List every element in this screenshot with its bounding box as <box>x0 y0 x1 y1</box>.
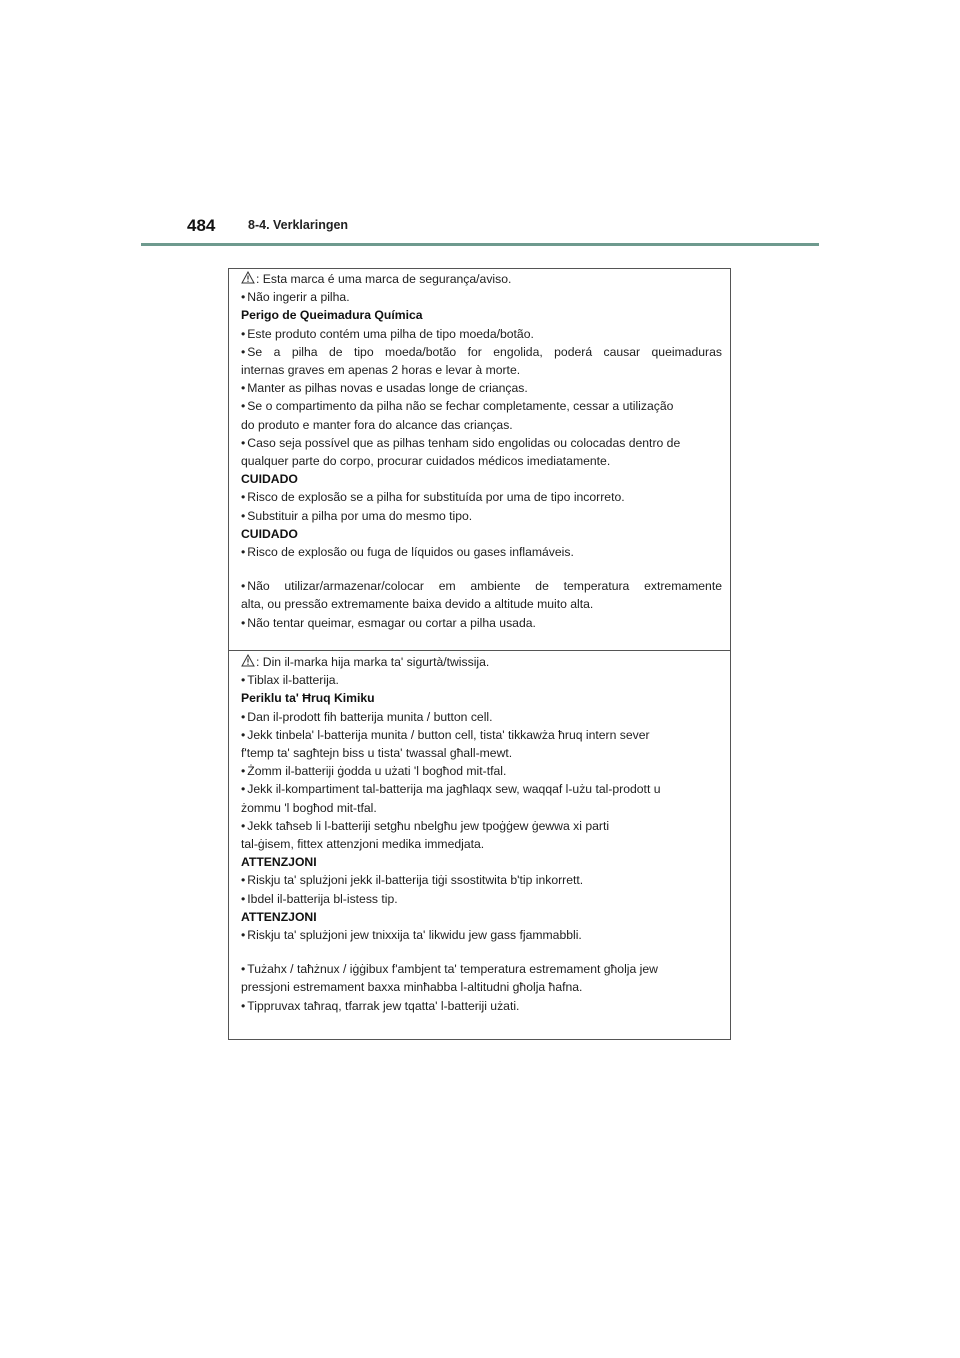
bullet-item <box>241 780 722 798</box>
line-text: Jekk taħseb li l-batteriji setgħu nbelgħu jew tpoġġew ġewwa xi parti <box>247 818 610 833</box>
line-text: qualquer parte do corpo, procurar cuidados médicos imediatamente. <box>241 454 611 469</box>
warning-heading <box>241 908 722 926</box>
line-text: Não tentar queimar, esmagar ou cortar a pilha usada. <box>247 615 536 630</box>
bullet-dot-icon: • <box>241 727 246 742</box>
bullet-dot-icon: • <box>241 764 246 779</box>
line-text: Tużahx / taħżnux / iġġibux f'ambjent ta' temperatura estremament għolja jew <box>247 962 658 977</box>
line-text: CUIDADO <box>241 526 298 541</box>
maltese-warning-section <box>241 653 722 1015</box>
line-text: f'temp ta' sagħtejn biss u tista' twassal għall-mewt. <box>241 746 513 761</box>
bullet-dot-icon: • <box>241 818 246 833</box>
battery-warning-box <box>228 268 731 1040</box>
bullet-dot-icon: • <box>241 962 246 977</box>
bullet-item <box>241 343 722 361</box>
bullet-item <box>241 325 722 343</box>
line-text: Se a pilha de tipo moeda/botão for engolida, poderá causar queimaduras <box>247 344 722 359</box>
line-text: Não ingerir a pilha. <box>247 290 350 305</box>
bullet-dot-icon: • <box>241 873 246 888</box>
bullet-dot-icon: • <box>241 709 246 724</box>
line-text: żommu 'l bogħod mit-tfal. <box>241 800 377 815</box>
bullet-dot-icon: • <box>241 545 246 560</box>
line-text: Riskju ta' splużjoni jekk il-batterija tiġi ssostitwita b'tip inkorrett. <box>247 873 584 888</box>
line-text: Manter as pilhas novas e usadas longe de crianças. <box>247 381 528 396</box>
bullet-item <box>241 397 722 415</box>
bullet-dot-icon: • <box>241 490 246 505</box>
bullet-item <box>241 817 722 835</box>
bullet-dot-icon: • <box>241 290 246 305</box>
bullet-item <box>241 379 722 397</box>
bullet-item <box>241 708 722 726</box>
bullet-dot-icon: • <box>241 344 246 359</box>
bullet-item <box>241 577 722 595</box>
bullet-dot-icon: • <box>241 381 246 396</box>
bullet-item <box>241 434 722 452</box>
line-text: tal-ġisem, fittex attenzjoni medika immedjata. <box>241 837 485 852</box>
text-line <box>241 799 722 817</box>
line-text: CUIDADO <box>241 472 298 487</box>
bullet-item <box>241 288 722 306</box>
portuguese-warning-section <box>241 270 722 632</box>
line-text: ATTENZJONI <box>241 909 317 924</box>
line-text: Dan il-prodott fih batterija munita / button cell. <box>247 709 493 724</box>
line-text: Żomm il-batteriji ġodda u użati 'l bogħod mit-tfal. <box>247 764 507 779</box>
bullet-item <box>241 890 722 908</box>
line-text: Ibdel il-batterija bl-istess tip. <box>247 891 398 906</box>
warning-heading <box>241 525 722 543</box>
text-line <box>241 595 722 613</box>
section-title: 8-4. Verklaringen <box>248 218 349 232</box>
bullet-item <box>241 762 722 780</box>
bullet-item <box>241 726 722 744</box>
line-text: Jekk il-kompartiment tal-batterija ma jagħlaqx sew, waqqaf l-użu tal-prodott u <box>247 782 661 797</box>
warning-heading <box>241 853 722 871</box>
bullet-dot-icon: • <box>241 998 246 1013</box>
page-number: 484 <box>187 216 216 235</box>
line-text: Jekk tinbela' l-batterija munita / button cell, tista' tikkawża ħruq intern sever <box>247 727 650 742</box>
text-line <box>241 361 722 379</box>
warning-symbol-line <box>241 270 722 288</box>
bullet-item <box>241 488 722 506</box>
warning-symbol-line <box>241 653 722 671</box>
bullet-item <box>241 507 722 525</box>
text-line <box>241 452 722 470</box>
bullet-dot-icon: • <box>241 673 246 688</box>
text-line <box>241 744 722 762</box>
line-text: Se o compartimento da pilha não se fechar completamente, cessar a utilização <box>247 399 674 414</box>
paragraph-gap <box>241 944 722 960</box>
bullet-dot-icon: • <box>241 435 246 450</box>
bullet-dot-icon: • <box>241 508 246 523</box>
bullet-item <box>241 871 722 889</box>
line-text: pressjoni estremament baxxa minħabba l-altitudni għolja ħafna. <box>241 980 583 995</box>
line-text: Caso seja possível que as pilhas tenham sido engolidas ou colocadas dentro de <box>247 435 681 450</box>
bullet-item <box>241 614 722 632</box>
bullet-dot-icon: • <box>241 782 246 797</box>
bullet-dot-icon: • <box>241 891 246 906</box>
warning-heading <box>241 470 722 488</box>
line-text: alta, ou pressão extremamente baixa devido a altitude muito alta. <box>241 597 594 612</box>
bullet-dot-icon: • <box>241 326 246 341</box>
bullet-dot-icon: • <box>241 579 246 594</box>
line-text: Riskju ta' splużjoni jew tnixxija ta' likwidu jew gass fjammabbli. <box>247 928 582 943</box>
line-text: internas graves em apenas 2 horas e levar à morte. <box>241 363 521 378</box>
paragraph-gap <box>241 561 722 577</box>
line-text: : Esta marca é uma marca de segurança/aviso. <box>256 272 512 286</box>
section-divider <box>229 650 730 651</box>
warning-heading <box>241 689 722 707</box>
bullet-item <box>241 543 722 561</box>
bullet-item <box>241 997 722 1015</box>
text-line <box>241 978 722 996</box>
line-text: Periklu ta' Ħruq Kimiku <box>241 691 375 706</box>
warning-triangle-icon <box>241 271 255 284</box>
bullet-dot-icon: • <box>241 928 246 943</box>
warning-heading <box>241 306 722 324</box>
line-text: : Din il-marka hija marka ta' sigurtà/twissija. <box>256 655 490 669</box>
line-text: Risco de explosão ou fuga de líquidos ou gases inflamáveis. <box>247 545 574 560</box>
line-text: Risco de explosão se a pilha for substituída por uma de tipo incorreto. <box>247 490 625 505</box>
header-rule <box>141 243 819 246</box>
bullet-dot-icon: • <box>241 399 246 414</box>
bullet-dot-icon: • <box>241 615 246 630</box>
line-text: do produto e manter fora do alcance das crianças. <box>241 417 513 432</box>
line-text: Não utilizar/armazenar/colocar em ambiente de temperatura extremamente <box>247 579 722 594</box>
bullet-item <box>241 926 722 944</box>
line-text: Este produto contém uma pilha de tipo moeda/botão. <box>247 326 534 341</box>
line-text: ATTENZJONI <box>241 855 317 870</box>
warning-triangle-icon <box>241 654 255 667</box>
text-line <box>241 416 722 434</box>
line-text: Substituir a pilha por uma do mesmo tipo. <box>247 508 473 523</box>
text-line <box>241 835 722 853</box>
bullet-item <box>241 960 722 978</box>
bullet-item <box>241 671 722 689</box>
line-text: Tippruvax taħraq, tfarrak jew tqatta' l-batteriji użati. <box>247 998 520 1013</box>
line-text: Perigo de Queimadura Química <box>241 308 423 323</box>
line-text: Tiblax il-batterija. <box>247 673 339 688</box>
